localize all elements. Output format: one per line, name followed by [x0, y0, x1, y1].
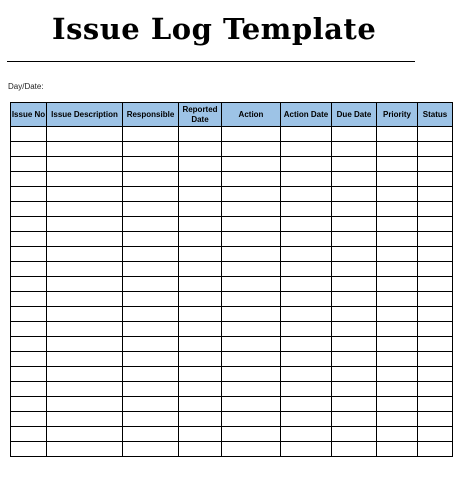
cell-due-date[interactable]: [332, 247, 377, 262]
cell-responsible[interactable]: [123, 142, 179, 157]
cell-action[interactable]: [222, 307, 281, 322]
cell-due-date[interactable]: [332, 292, 377, 307]
table-row: [11, 187, 453, 202]
cell-responsible[interactable]: [123, 187, 179, 202]
cell-action-date[interactable]: [281, 262, 332, 277]
cell-status[interactable]: [418, 337, 453, 352]
cell-responsible[interactable]: [123, 277, 179, 292]
cell-due-date[interactable]: [332, 412, 377, 427]
cell-action-date[interactable]: [281, 337, 332, 352]
cell-action-date[interactable]: [281, 307, 332, 322]
cell-status[interactable]: [418, 187, 453, 202]
cell-issue-no[interactable]: [11, 382, 47, 397]
cell-responsible[interactable]: [123, 427, 179, 442]
table-row: [11, 397, 453, 412]
cell-priority[interactable]: [377, 277, 418, 292]
cell-responsible[interactable]: [123, 337, 179, 352]
cell-action-date[interactable]: [281, 127, 332, 142]
cell-priority[interactable]: [377, 382, 418, 397]
cell-action-date[interactable]: [281, 427, 332, 442]
cell-priority[interactable]: [377, 307, 418, 322]
cell-responsible[interactable]: [123, 322, 179, 337]
cell-issue-no[interactable]: [11, 307, 47, 322]
cell-status[interactable]: [418, 172, 453, 187]
cell-status[interactable]: [418, 322, 453, 337]
cell-issue-description[interactable]: [47, 307, 123, 322]
cell-action[interactable]: [222, 367, 281, 382]
cell-issue-description[interactable]: [47, 337, 123, 352]
cell-reported-date[interactable]: [179, 172, 222, 187]
cell-responsible[interactable]: [123, 247, 179, 262]
cell-priority[interactable]: [377, 442, 418, 457]
column-header-action: Action: [222, 103, 281, 127]
table-row: [11, 382, 453, 397]
table-row: [11, 352, 453, 367]
table-row: [11, 292, 453, 307]
cell-action-date[interactable]: [281, 172, 332, 187]
cell-issue-description[interactable]: [47, 442, 123, 457]
cell-responsible[interactable]: [123, 397, 179, 412]
cell-issue-no[interactable]: [11, 292, 47, 307]
cell-reported-date[interactable]: [179, 277, 222, 292]
cell-issue-description[interactable]: [47, 382, 123, 397]
cell-status[interactable]: [418, 217, 453, 232]
cell-responsible[interactable]: [123, 262, 179, 277]
cell-issue-description[interactable]: [47, 292, 123, 307]
table-row: [11, 157, 453, 172]
cell-responsible[interactable]: [123, 307, 179, 322]
table-row: [11, 217, 453, 232]
cell-reported-date[interactable]: [179, 262, 222, 277]
cell-status[interactable]: [418, 427, 453, 442]
cell-responsible[interactable]: [123, 127, 179, 142]
cell-reported-date[interactable]: [179, 337, 222, 352]
issue-log-table: [10, 102, 453, 457]
cell-action[interactable]: [222, 172, 281, 187]
cell-action-date[interactable]: [281, 412, 332, 427]
cell-issue-description[interactable]: [47, 232, 123, 247]
column-header-responsible: Responsible: [123, 103, 179, 127]
cell-issue-description[interactable]: [47, 412, 123, 427]
table-row: [11, 262, 453, 277]
cell-priority[interactable]: [377, 337, 418, 352]
cell-issue-no[interactable]: [11, 277, 47, 292]
cell-reported-date[interactable]: [179, 127, 222, 142]
cell-action[interactable]: [222, 442, 281, 457]
cell-issue-description[interactable]: [47, 187, 123, 202]
cell-due-date[interactable]: [332, 352, 377, 367]
cell-status[interactable]: [418, 262, 453, 277]
cell-priority[interactable]: [377, 367, 418, 382]
cell-reported-date[interactable]: [179, 307, 222, 322]
column-header-priority: Priority: [377, 103, 418, 127]
cell-action[interactable]: [222, 397, 281, 412]
cell-due-date[interactable]: [332, 202, 377, 217]
cell-due-date[interactable]: [332, 142, 377, 157]
cell-action[interactable]: [222, 292, 281, 307]
cell-action-date[interactable]: [281, 442, 332, 457]
cell-action[interactable]: [222, 262, 281, 277]
cell-reported-date[interactable]: [179, 382, 222, 397]
cell-issue-no[interactable]: [11, 202, 47, 217]
cell-issue-no[interactable]: [11, 232, 47, 247]
cell-status[interactable]: [418, 412, 453, 427]
column-header-action-date: Action Date: [281, 103, 332, 127]
cell-issue-no[interactable]: [11, 352, 47, 367]
cell-priority[interactable]: [377, 217, 418, 232]
cell-issue-no[interactable]: [11, 442, 47, 457]
cell-priority[interactable]: [377, 262, 418, 277]
cell-due-date[interactable]: [332, 217, 377, 232]
cell-issue-description[interactable]: [47, 367, 123, 382]
cell-due-date[interactable]: [332, 367, 377, 382]
cell-issue-no[interactable]: [11, 427, 47, 442]
cell-action-date[interactable]: [281, 142, 332, 157]
table-row: [11, 142, 453, 157]
cell-reported-date[interactable]: [179, 412, 222, 427]
cell-action[interactable]: [222, 142, 281, 157]
cell-priority[interactable]: [377, 202, 418, 217]
cell-due-date[interactable]: [332, 307, 377, 322]
cell-due-date[interactable]: [332, 322, 377, 337]
cell-action-date[interactable]: [281, 247, 332, 262]
cell-responsible[interactable]: [123, 232, 179, 247]
cell-reported-date[interactable]: [179, 187, 222, 202]
cell-due-date[interactable]: [332, 157, 377, 172]
cell-status[interactable]: [418, 127, 453, 142]
cell-reported-date[interactable]: [179, 247, 222, 262]
cell-issue-no[interactable]: [11, 127, 47, 142]
table-row: [11, 442, 453, 457]
table-body: [11, 127, 453, 457]
cell-action-date[interactable]: [281, 352, 332, 367]
cell-issue-description[interactable]: [47, 322, 123, 337]
table-row: [11, 277, 453, 292]
cell-reported-date[interactable]: [179, 232, 222, 247]
cell-status[interactable]: [418, 307, 453, 322]
cell-reported-date[interactable]: [179, 442, 222, 457]
day-date-label: Day/Date:: [8, 82, 44, 91]
cell-responsible[interactable]: [123, 367, 179, 382]
column-header-issue-description: Issue Description: [47, 103, 123, 127]
cell-due-date[interactable]: [332, 337, 377, 352]
cell-reported-date[interactable]: [179, 202, 222, 217]
cell-issue-description[interactable]: [47, 397, 123, 412]
cell-due-date[interactable]: [332, 397, 377, 412]
cell-responsible[interactable]: [123, 217, 179, 232]
table-row: [11, 247, 453, 262]
cell-status[interactable]: [418, 292, 453, 307]
cell-priority[interactable]: [377, 157, 418, 172]
cell-action[interactable]: [222, 187, 281, 202]
cell-priority[interactable]: [377, 142, 418, 157]
cell-issue-description[interactable]: [47, 427, 123, 442]
cell-issue-no[interactable]: [11, 367, 47, 382]
column-header-reported-date: Reported Date: [179, 103, 222, 127]
cell-issue-description[interactable]: [47, 172, 123, 187]
cell-due-date[interactable]: [332, 127, 377, 142]
cell-action-date[interactable]: [281, 187, 332, 202]
column-header-issue-no: Issue No: [11, 103, 47, 127]
cell-responsible[interactable]: [123, 202, 179, 217]
title-divider: [7, 61, 415, 62]
cell-issue-no[interactable]: [11, 322, 47, 337]
cell-issue-description[interactable]: [47, 352, 123, 367]
cell-priority[interactable]: [377, 127, 418, 142]
cell-status[interactable]: [418, 352, 453, 367]
cell-action[interactable]: [222, 247, 281, 262]
cell-priority[interactable]: [377, 352, 418, 367]
cell-status[interactable]: [418, 202, 453, 217]
cell-reported-date[interactable]: [179, 292, 222, 307]
cell-issue-no[interactable]: [11, 142, 47, 157]
cell-action-date[interactable]: [281, 217, 332, 232]
cell-issue-description[interactable]: [47, 127, 123, 142]
cell-due-date[interactable]: [332, 442, 377, 457]
cell-priority[interactable]: [377, 232, 418, 247]
page-title: Issue Log Template: [52, 12, 377, 46]
column-header-due-date: Due Date: [332, 103, 377, 127]
cell-action-date[interactable]: [281, 277, 332, 292]
cell-issue-description[interactable]: [47, 157, 123, 172]
cell-priority[interactable]: [377, 292, 418, 307]
cell-priority[interactable]: [377, 427, 418, 442]
cell-due-date[interactable]: [332, 382, 377, 397]
cell-issue-no[interactable]: [11, 397, 47, 412]
table-row: [11, 307, 453, 322]
cell-status[interactable]: [418, 382, 453, 397]
cell-status[interactable]: [418, 157, 453, 172]
cell-action[interactable]: [222, 202, 281, 217]
cell-status[interactable]: [418, 367, 453, 382]
cell-action[interactable]: [222, 352, 281, 367]
column-header-status: Status: [418, 103, 453, 127]
cell-issue-description[interactable]: [47, 142, 123, 157]
table-row: [11, 127, 453, 142]
cell-action[interactable]: [222, 157, 281, 172]
cell-issue-no[interactable]: [11, 172, 47, 187]
table-row: [11, 232, 453, 247]
cell-action-date[interactable]: [281, 157, 332, 172]
cell-issue-description[interactable]: [47, 247, 123, 262]
cell-due-date[interactable]: [332, 277, 377, 292]
cell-action-date[interactable]: [281, 397, 332, 412]
cell-action[interactable]: [222, 382, 281, 397]
cell-issue-description[interactable]: [47, 277, 123, 292]
cell-reported-date[interactable]: [179, 427, 222, 442]
cell-issue-no[interactable]: [11, 217, 47, 232]
cell-due-date[interactable]: [332, 232, 377, 247]
cell-action[interactable]: [222, 217, 281, 232]
cell-action-date[interactable]: [281, 232, 332, 247]
cell-action[interactable]: [222, 412, 281, 427]
cell-issue-description[interactable]: [47, 262, 123, 277]
cell-action-date[interactable]: [281, 322, 332, 337]
cell-issue-no[interactable]: [11, 187, 47, 202]
cell-reported-date[interactable]: [179, 157, 222, 172]
cell-priority[interactable]: [377, 187, 418, 202]
cell-issue-description[interactable]: [47, 217, 123, 232]
cell-due-date[interactable]: [332, 187, 377, 202]
cell-responsible[interactable]: [123, 382, 179, 397]
cell-action[interactable]: [222, 427, 281, 442]
table-row: [11, 322, 453, 337]
cell-action-date[interactable]: [281, 382, 332, 397]
cell-issue-no[interactable]: [11, 412, 47, 427]
cell-due-date[interactable]: [332, 262, 377, 277]
table-row: [11, 172, 453, 187]
cell-issue-no[interactable]: [11, 157, 47, 172]
cell-issue-no[interactable]: [11, 262, 47, 277]
cell-reported-date[interactable]: [179, 322, 222, 337]
cell-issue-no[interactable]: [11, 247, 47, 262]
table-row: [11, 367, 453, 382]
cell-status[interactable]: [418, 397, 453, 412]
cell-reported-date[interactable]: [179, 217, 222, 232]
cell-priority[interactable]: [377, 397, 418, 412]
table-row: [11, 202, 453, 217]
cell-responsible[interactable]: [123, 292, 179, 307]
cell-priority[interactable]: [377, 322, 418, 337]
table-row: [11, 337, 453, 352]
cell-action[interactable]: [222, 127, 281, 142]
cell-reported-date[interactable]: [179, 352, 222, 367]
cell-reported-date[interactable]: [179, 367, 222, 382]
cell-priority[interactable]: [377, 412, 418, 427]
cell-action-date[interactable]: [281, 292, 332, 307]
cell-status[interactable]: [418, 232, 453, 247]
table-header-row: [11, 103, 453, 127]
cell-due-date[interactable]: [332, 172, 377, 187]
cell-responsible[interactable]: [123, 172, 179, 187]
cell-issue-no[interactable]: [11, 337, 47, 352]
cell-reported-date[interactable]: [179, 397, 222, 412]
cell-status[interactable]: [418, 142, 453, 157]
table-row: [11, 412, 453, 427]
cell-action-date[interactable]: [281, 367, 332, 382]
cell-due-date[interactable]: [332, 427, 377, 442]
cell-action[interactable]: [222, 232, 281, 247]
cell-issue-description[interactable]: [47, 202, 123, 217]
cell-action[interactable]: [222, 337, 281, 352]
cell-action-date[interactable]: [281, 202, 332, 217]
cell-reported-date[interactable]: [179, 142, 222, 157]
cell-action[interactable]: [222, 277, 281, 292]
cell-status[interactable]: [418, 442, 453, 457]
cell-responsible[interactable]: [123, 352, 179, 367]
cell-status[interactable]: [418, 277, 453, 292]
cell-priority[interactable]: [377, 172, 418, 187]
table-row: [11, 427, 453, 442]
cell-status[interactable]: [418, 247, 453, 262]
cell-responsible[interactable]: [123, 442, 179, 457]
cell-action[interactable]: [222, 322, 281, 337]
cell-responsible[interactable]: [123, 412, 179, 427]
cell-responsible[interactable]: [123, 157, 179, 172]
cell-priority[interactable]: [377, 247, 418, 262]
